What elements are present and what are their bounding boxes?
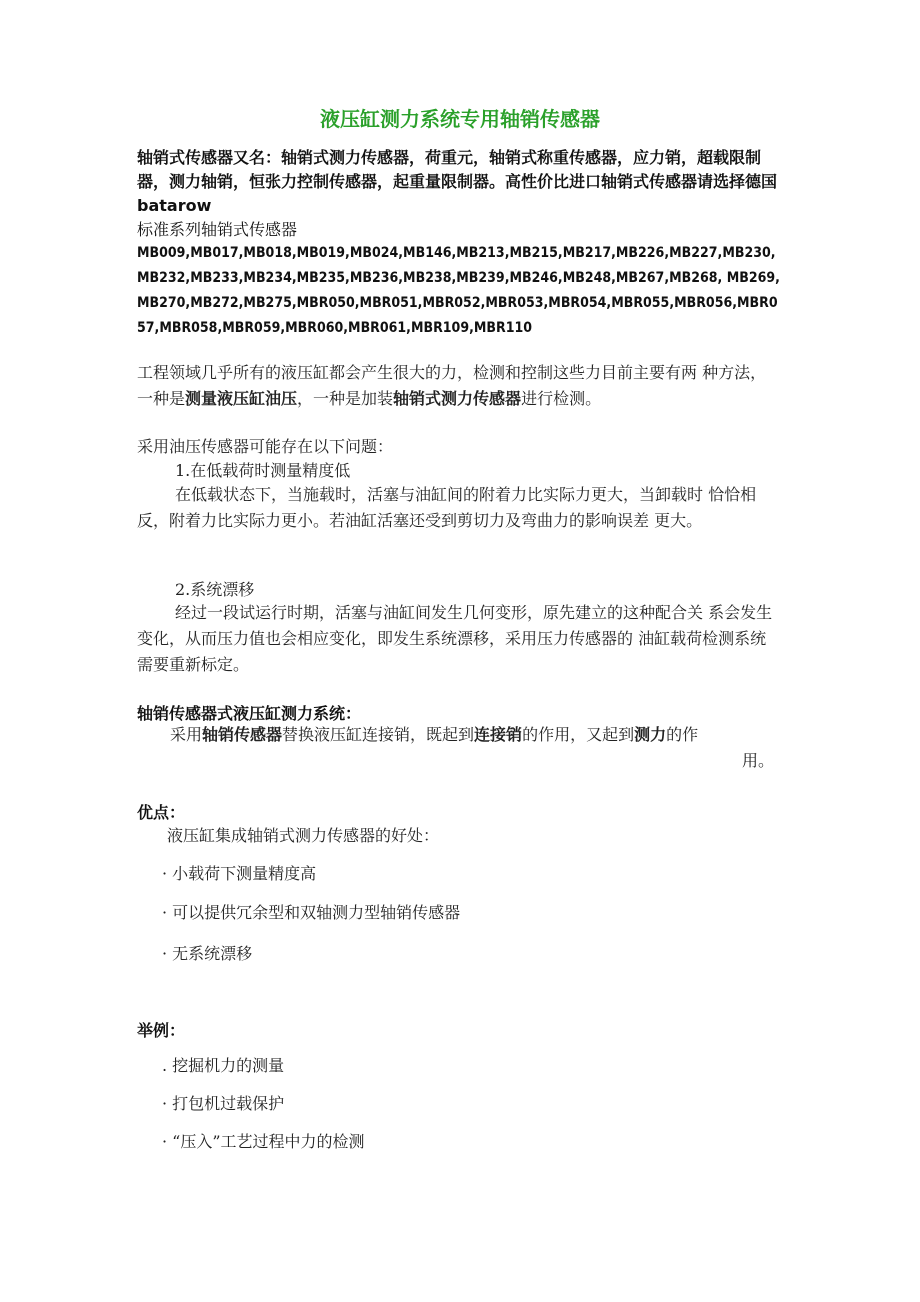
problem-text-1: 在低载状态下，当施载时，活塞与油缸间的附着力比实际力更大，当卸载时 恰恰相反，附着力比实际力更小。若油缸活塞还受到剪切力及弯曲力的影响误差 更大。 xyxy=(137,485,757,530)
example-item: · “压入”工艺过程中力的检测 xyxy=(162,1132,365,1151)
examples-heading: 举例： xyxy=(137,1021,186,1040)
bold-term-force-measure: 测力 xyxy=(634,725,667,744)
problems-lead: 采用油压传感器可能存在以下问题： xyxy=(137,437,394,456)
problem-text-2: 经过一段试运行时期，活塞与油缸间发生几何变形，原先建立的这种配合关 系会发生变化，从而压力值也会相应变化，即发生系统漂移，采用压力传感器的 油缸载荷检测系统需要重新标定。 xyxy=(137,603,773,674)
bold-term-pin-sensor: 轴销传感器 xyxy=(202,725,283,744)
bold-term-oil-pressure: 测量液压缸油压 xyxy=(185,389,298,408)
system-paragraph xyxy=(170,722,784,774)
text-run: 工程领域几乎所有的液压缸都会产生很大的力，检测和控制这些力目前主要有两 种方法，一种是 xyxy=(137,363,767,408)
intro-paragraph: 轴销式传感器又名：轴销式测力传感器，荷重元，轴销式称重传感器，应力销，超载限制器，测力轴销，恒张力控制传感器，起重量限制器。高性价比进口轴销式传感器请选择德国batarow xyxy=(137,148,778,215)
text-run-end: 用。 xyxy=(741,751,774,770)
text-run: 的作 xyxy=(666,725,699,744)
example-item: . 挖掘机力的测量 xyxy=(162,1056,285,1075)
advantage-item: · 可以提供冗余型和双轴测力型轴销传感器 xyxy=(162,903,461,922)
intro-method-paragraph xyxy=(137,360,782,412)
advantages-lead: 液压缸集成轴销式测力传感器的好处： xyxy=(167,826,440,845)
bold-term-pin-sensor: 轴销式测力传感器 xyxy=(393,389,522,408)
text-run: 进行检测。 xyxy=(521,389,602,408)
text-run: ，一种是加装 xyxy=(297,389,394,408)
text-run: 替换液压缸连接销，既起到 xyxy=(282,725,475,744)
document-title: 液压缸测力系统专用轴销传感器 xyxy=(320,107,600,131)
bold-term-connecting-pin: 连接销 xyxy=(474,725,523,744)
text-run: 采用 xyxy=(170,725,203,744)
advantage-item: · 无系统漂移 xyxy=(162,944,253,963)
system-heading: 轴销传感器式液压缸测力系统： xyxy=(137,704,362,723)
advantage-item: · 小载荷下测量精度高 xyxy=(162,864,317,883)
problem-item-1: 1.在低载荷时测量精度低 xyxy=(175,461,351,480)
example-item: · 打包机过载保护 xyxy=(162,1094,285,1113)
model-list: MB009,MB017,MB018,MB019,MB024,MB146,MB213,MB215,MB217,MB226,MB227,MB230,MB232,MB233,MB234,MB235,MB236,MB238,MB239,MB246,MB248,MB267,MB268, MB269,MB270,MB272,MB275,MBR050,MBR051,MBR052,MBR053,MBR054,MBR055,MBR056,MBR057,MBR058,MBR059,MBR060,MBR061,MBR109,MBR110 xyxy=(137,245,780,336)
text-run: 的作用，又起到 xyxy=(522,725,635,744)
problem-item-2: 2.系统漂移 xyxy=(175,580,255,599)
standard-series-label: 标准系列轴销式传感器 xyxy=(137,220,298,239)
advantages-heading: 优点： xyxy=(137,803,186,822)
